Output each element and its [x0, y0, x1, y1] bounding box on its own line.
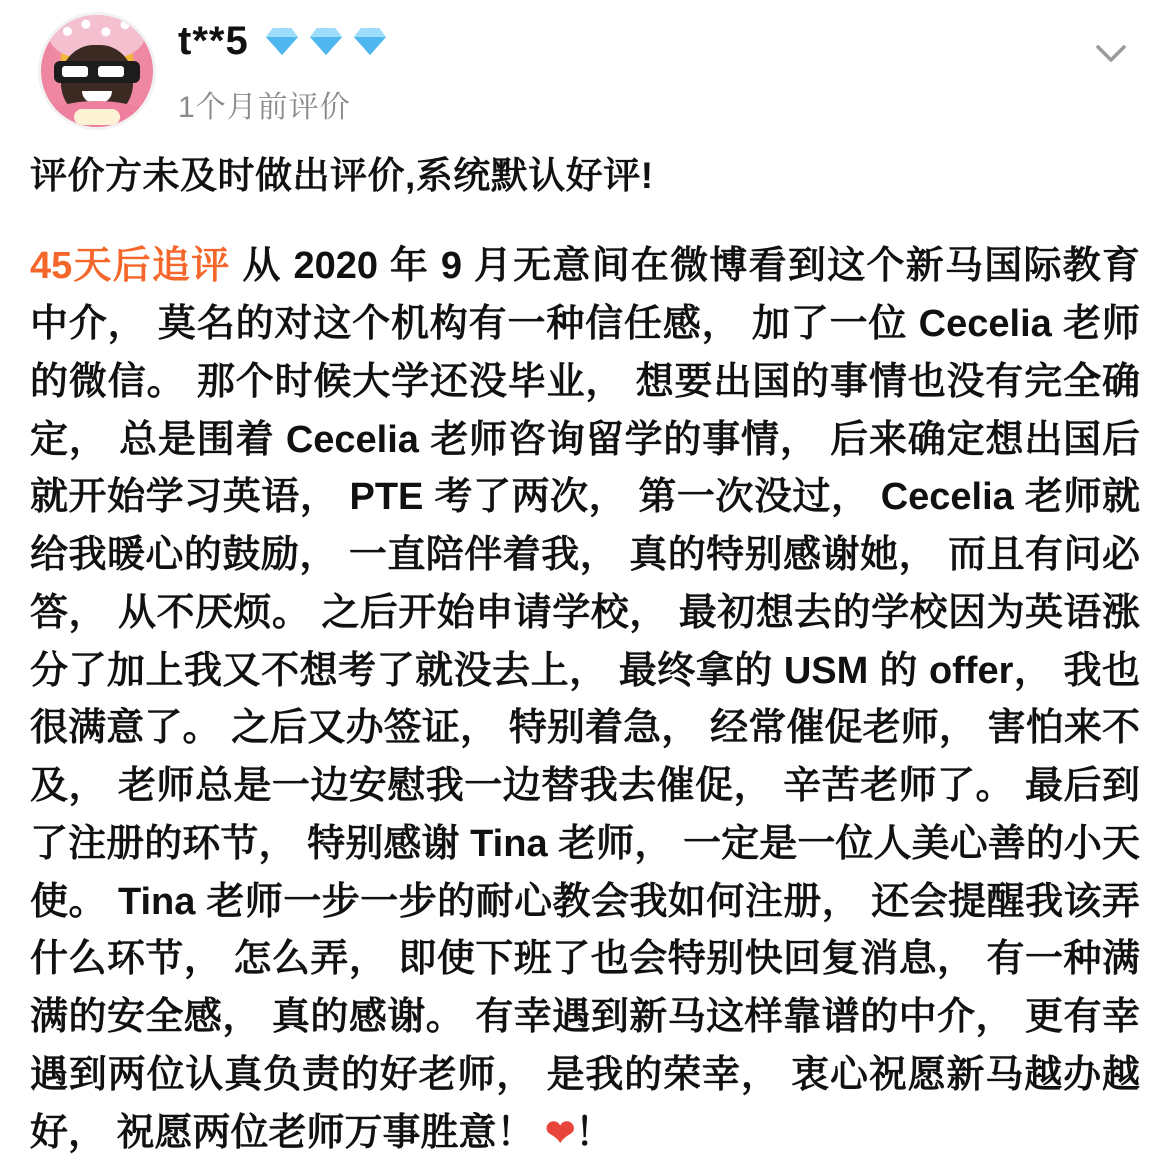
avatar[interactable]	[38, 12, 156, 130]
avatar-sunglasses-icon	[54, 61, 140, 83]
heart-icon: ❤	[545, 1111, 576, 1153]
name-row	[178, 16, 387, 66]
rating-diamonds	[265, 26, 387, 56]
first-comment-text: 评价方未及时做出评价,系统默认好评!	[30, 155, 654, 196]
diamond-icon	[265, 26, 299, 56]
append-review-text	[30, 238, 1140, 1162]
review-timestamp: 1个月前评价	[178, 91, 351, 124]
user-name: t**5	[178, 19, 249, 63]
review-header	[30, 10, 1140, 124]
diamond-icon	[309, 26, 343, 56]
append-review-body: 从 2020 年 9 月无意间在微博看到这个新马国际教育中介， 莫名的对这个机构有一种信任感， 加了一位 Cecelia 老师的微信。 那个时候大学还没毕业， 想要出国的事情也没有完全确定， 总是围着 Cecelia 老师咨询留学的事情， 后来确定想出国后就开始学习英语， PTE 考了两次， 第一次没过， Cecelia 老师就给我暖心的鼓励， 一直陪伴着我， 真的特别感谢她， 而且有问必答， 从不厌烦。 之后开始申请学校， 最初想去的学校因为英语涨分了加上我又不想考了就没去上， 最终拿的 USM 的 offer， 我也很满意了。 之后又办签证， 特别着急， 经常催促老师， 害怕来不及， 老师总是一边安慰我一边替我去催促， 辛苦老师了。 最后到了注册的环节， 特别感谢 Tina 老师， 一定是一位人美心善的小天使。 Tina 老师一步一步的耐心教会我如何注册， 还会提醒我该弄什么环节， 怎么弄， 即使下班了也会特别快回复消息， 有一种满满的安全感， 真的感谢。 有幸遇到新马这样靠谱的中介， 更有幸遇到两位认真负责的好老师， 是我的荣幸， 衷心祝愿新马越办越好， 祝愿两位老师万事胜意！	[30, 245, 1141, 1154]
avatar-hat-dots	[60, 17, 134, 41]
avatar-collar	[45, 101, 149, 130]
append-review-label: 45天后追评	[30, 245, 231, 288]
append-review-tail: ！	[575, 1111, 614, 1154]
chevron-down-icon[interactable]	[1088, 30, 1134, 76]
header-texts	[178, 10, 387, 126]
diamond-icon	[353, 26, 387, 56]
